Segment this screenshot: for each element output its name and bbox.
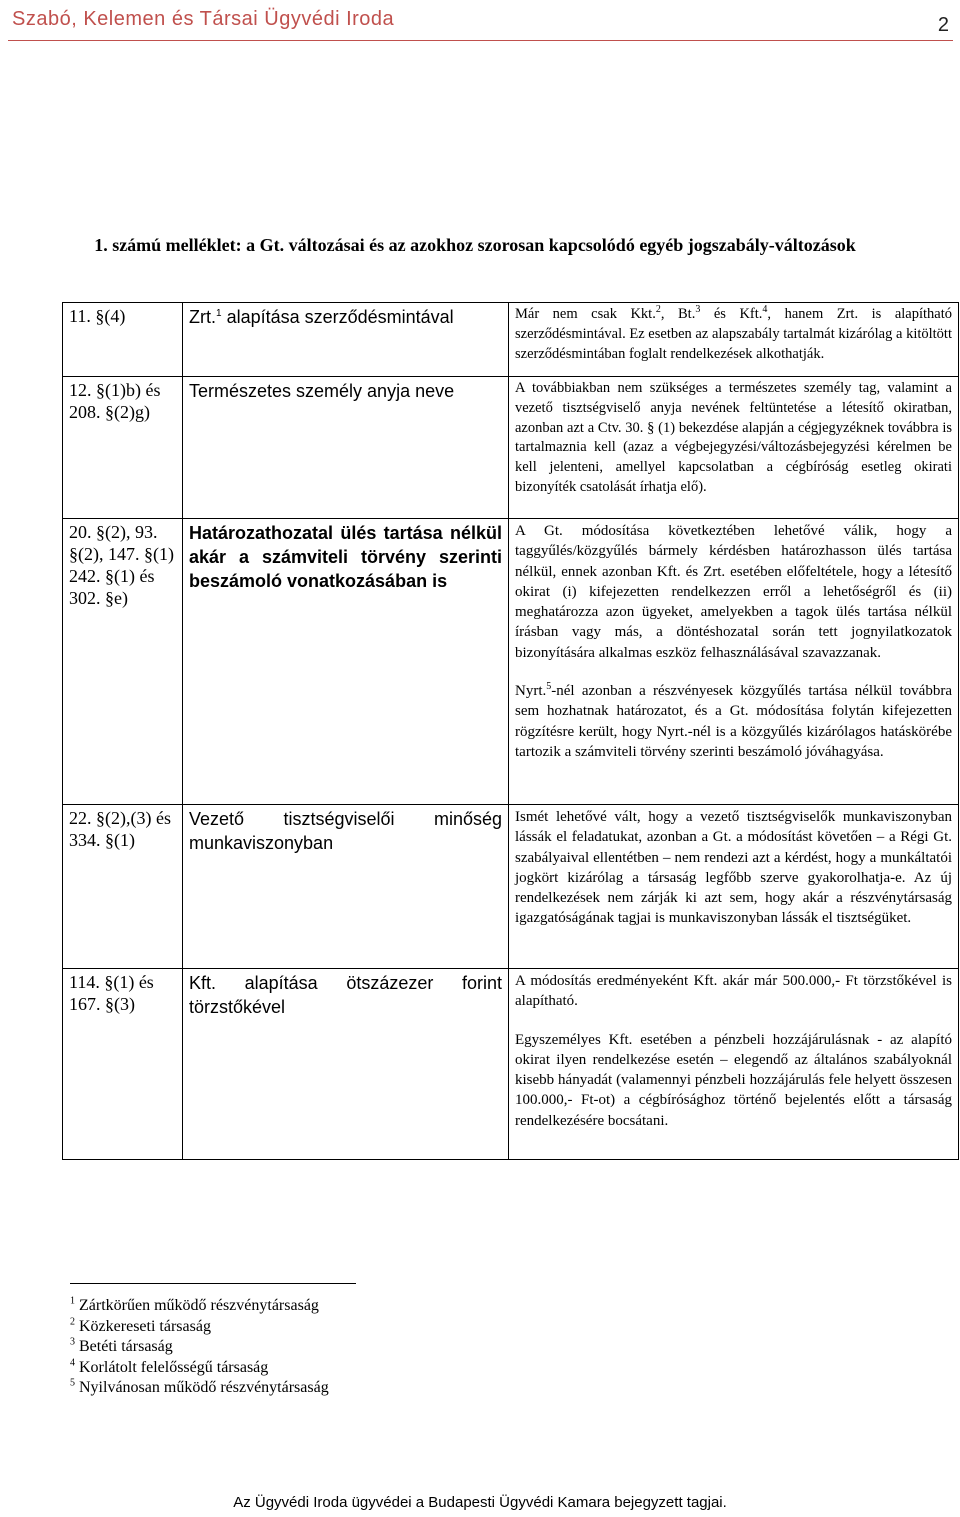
change-topic: Természetes személy anyja neve bbox=[183, 377, 509, 519]
page-header bbox=[8, 4, 953, 41]
firm-name: Szabó, Kelemen és Társai Ügyvédi Iroda bbox=[12, 8, 395, 30]
change-topic: Vezető tisztségviselői minőség munkaviszonyban bbox=[183, 805, 509, 969]
page-number: 2 bbox=[937, 14, 949, 36]
change-description: Ismét lehetővé vált, hogy a vezető tisztségviselők munkaviszonyban lássák el feladatukat, azonban a Gt. a módosítást követően – a Régi Gt. szabályaival ellentétben – nem rendezi azt a kérdést, hogy a munkáltatói jogkört kizárólag a társaság legfőbb szerve gyakorolhatja-e. Az új rendelkezések nem zárják ki azt sem, hogy akár a részvénytársaság igazgatóságának tagjai is munkaviszonyban lássák el tisztségüket. bbox=[509, 805, 959, 969]
table-row bbox=[63, 377, 959, 519]
page-footer: Az Ügyvédi Iroda ügyvédei a Budapesti Ügyvédi Kamara bejegyzett tagjai. bbox=[233, 1494, 727, 1511]
changes-table bbox=[62, 302, 959, 1160]
section-reference: 11. §(4) bbox=[63, 303, 183, 377]
change-topic: Kft. alapítása ötszázezer forint törzstőkével bbox=[183, 969, 509, 1160]
table-row bbox=[63, 303, 959, 377]
change-topic: Határozathozatal ülés tartása nélkül akár a számviteli törvény szerinti beszámoló vonatkozásában is bbox=[183, 519, 509, 805]
section-reference: 20. §(2), 93. §(2), 147. §(1) 242. §(1) és 302. §e) bbox=[63, 519, 183, 805]
table-row bbox=[63, 519, 959, 805]
footnote: $^5$ Nyilvánosan működő részvénytársaság bbox=[70, 1377, 329, 1396]
footnote: $^3$ Betéti társaság bbox=[70, 1336, 173, 1355]
table-row bbox=[63, 805, 959, 969]
footnote-ref: 2 bbox=[655, 304, 661, 316]
document-title: 1. számú melléklet: a Gt. változásai és az azokhoz szorosan kapcsolódó egyéb jogszabály-változások bbox=[94, 235, 856, 255]
footnote-ref: 3 bbox=[695, 304, 701, 316]
footnote-ref: 4 bbox=[762, 304, 768, 316]
section-reference: 22. §(2),(3) és 334. §(1) bbox=[63, 805, 183, 969]
footnote-separator bbox=[70, 1283, 356, 1284]
footnote: $^2$ Közkereseti társaság bbox=[70, 1316, 211, 1335]
change-description: A továbbiakban nem szükséges a természetes személy tag, valamint a vezető tisztségviselő anyja nevének feltüntetése a létesítő okiratban, azonban azt a Ctv. 30. § (1) bekezdése alapján a cégjegyzéknek továbbra is tartalmaznia kell (azaz a végbejegyzési/változásbejegyzési kérelmen be kell jelenteni, amellyel kapcsolatban a cégbíróság esetleg okirati bizonyíték csatolását írhatja elő). bbox=[509, 377, 959, 519]
footnote: $^1$ Zártkörűen működő részvénytársaság bbox=[70, 1295, 319, 1314]
footnote: $^4$ Korlátolt felelősségű társaság bbox=[70, 1357, 269, 1376]
change-topic: Zrt.$^1$ alapítása szerződésmintával bbox=[183, 303, 509, 377]
section-reference: 12. §(1)b) és 208. §(2)g) bbox=[63, 377, 183, 519]
footnote-ref: 5 bbox=[546, 681, 552, 693]
change-description: Már nem csak Kkt.$^2$, Bt.$^3$ és Kft.$^4$, hanem Zrt. is alapítható szerződésmintával. Ez esetben az alapszabály tartalmát kizárólag a kitöltött szerződésmintában foglalt rendelkezések alkothatják. bbox=[509, 303, 959, 377]
table-row bbox=[63, 969, 959, 1160]
change-description: A Gt. módosítása következtében lehetővé válik, hogy a taggyűlés/közgyűlés bármely kérdésben határozhasson ülés tartása nélkül, ennek azonban Kft. és Zrt. esetében előfeltétele, hogy a létesítő okirat (i) kifejezetten rendelkezzen erről a lehetőségről és (ii) meghatározza azon ügyeket, amelyekben a tagok ülés tartása nélkül írásban vagy más, a döntéshozatal során tett jognyilatkozatok bizonyítására alkalmas eszköz felhasználásával szavazzanak. Nyrt.$^5$-nél azonban a részvényesek közgyűlés tartása nélkül továbbra sem hozhatnak határozatot, és a Gt. módosítása folytán kifejezetten rögzítésre került, hogy Nyrt.-nél is a közgyűlés kizárólagos hatáskörébe tartozik a számviteli törvény szerinti beszámoló jóváhagyása. bbox=[509, 519, 959, 805]
footnotes bbox=[70, 1296, 329, 1399]
change-description: A módosítás eredményeként Kft. akár már 500.000,- Ft törzstőkével is alapítható. Egyszemélyes Kft. esetében a pénzbeli hozzájárulásnak - az alapító okirat ilyen rendelkezése esetén – elegendő az általános szabályoknál kisebb hányadát (valamennyi pénzbeli hozzájárulás fele helyett összesen 100.000,- Ft-ot) a cégbírósághoz történő bejelentés előtt a társaság rendelkezésére bocsátani. bbox=[509, 969, 959, 1160]
footnote-ref: 1 bbox=[216, 308, 222, 319]
section-reference: 114. §(1) és 167. §(3) bbox=[63, 969, 183, 1160]
